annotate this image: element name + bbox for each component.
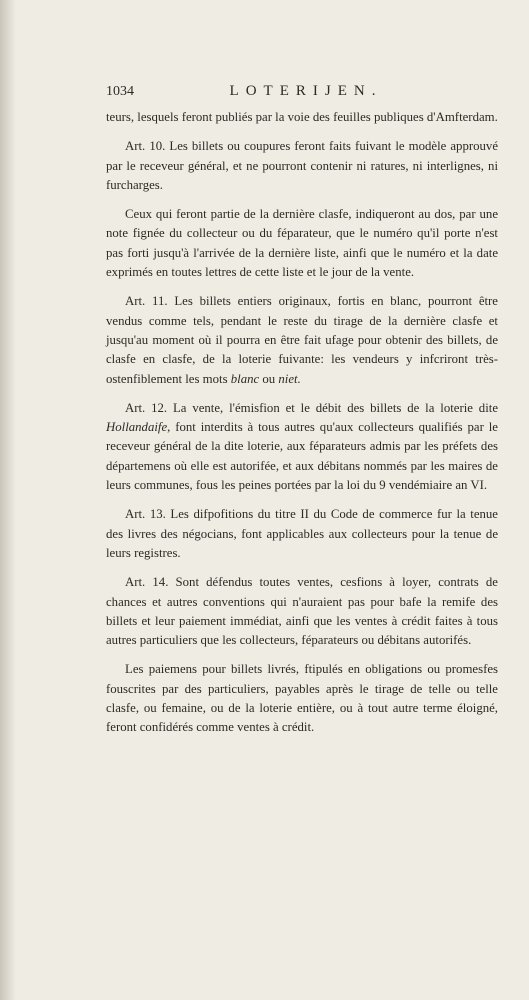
paragraph-article-12 <box>106 399 498 495</box>
paragraph-article-13: Art. 13. Les difpofitions du titre II du Code de commerce fur la tenue des livres des négocians, font applicables aux collecteurs pour la tenue de leurs registres. <box>106 507 498 560</box>
running-head <box>106 82 498 108</box>
page-number: 1034 <box>106 84 134 99</box>
word-ou: ou <box>262 371 276 386</box>
article-11-text: Art. 11. Les billets entiers originaux, fortis en blanc, pourront être vendus comme tels, pendant le reste du tirage de la dernière clasfe et jusqu'au moment où il pourra en être fait ufage pour obtenir des billets, de clasfe en clasfe, de la loterie fuivante: les vendeurs y infcriront très-ostenfiblement les mots <box>106 294 498 386</box>
article-12-text-end: , font interdits à tous autres qu'aux collecteurs qualifiés par le receveur général de la dite loterie, aux féparateurs admis par les préfets des départemens où elle est autorifée, et aux débitans nommés par les maires de leurs communes, fous les peines portées par la loi du 9 vendémiaire an VI. <box>106 420 498 493</box>
paragraph-payments: Les paiemens pour billets livrés, ftipulés en obligations ou promesfes fouscrites par des particuliers, payables après le tirage de telle ou telle clasfe, ou femaine, ou de la loterie entière, ou à tout autre terme éloigné, feront confidérés comme ventes à crédit. <box>106 662 498 735</box>
paragraph-last-class: Ceux qui feront partie de la dernière clasfe, indiqueront au dos, par une note fignée du collecteur ou du féparateur, que le numéro qu'il porte n'est pas forti jusqu'à l'arrivée de la dernière liste, ainfi que le numéro et la date exprimés en toutes lettres de cette liste et le jour de la vente. <box>106 207 498 280</box>
paragraph-continuation: teurs, lesquels feront publiés par la voie des feuilles publiques d'Amfterdam. <box>106 110 498 124</box>
word-hollandaise: Hollandaife <box>106 420 168 435</box>
article-12-text-start: Art. 12. La vente, l'émisfion et le débit des billets de la loterie dite <box>125 400 498 415</box>
paragraph-article-10: Art. 10. Les billets ou coupures feront faits fuivant le modèle approuvé par le receveur général, et ne pourront contenir ni ratures, ni interlignes, ni furcharges. <box>106 139 498 192</box>
running-title: LOTERIJEN. <box>229 83 383 99</box>
paragraph-article-14: Art. 14. Sont défendus toutes ventes, cesfions à loyer, contrats de chances et autres conventions qui n'auraient pas pour bafe la remife des billets et leur paiement immédiat, ainfi que les ventes à crédit faites à tous autres particuliers que les collecteurs, féparateurs ou débitans autorifés. <box>106 575 498 648</box>
paragraph-article-11 <box>106 292 498 388</box>
word-blanc: blanc <box>230 371 260 386</box>
page-content <box>106 82 498 748</box>
word-niet: niet. <box>278 371 301 386</box>
